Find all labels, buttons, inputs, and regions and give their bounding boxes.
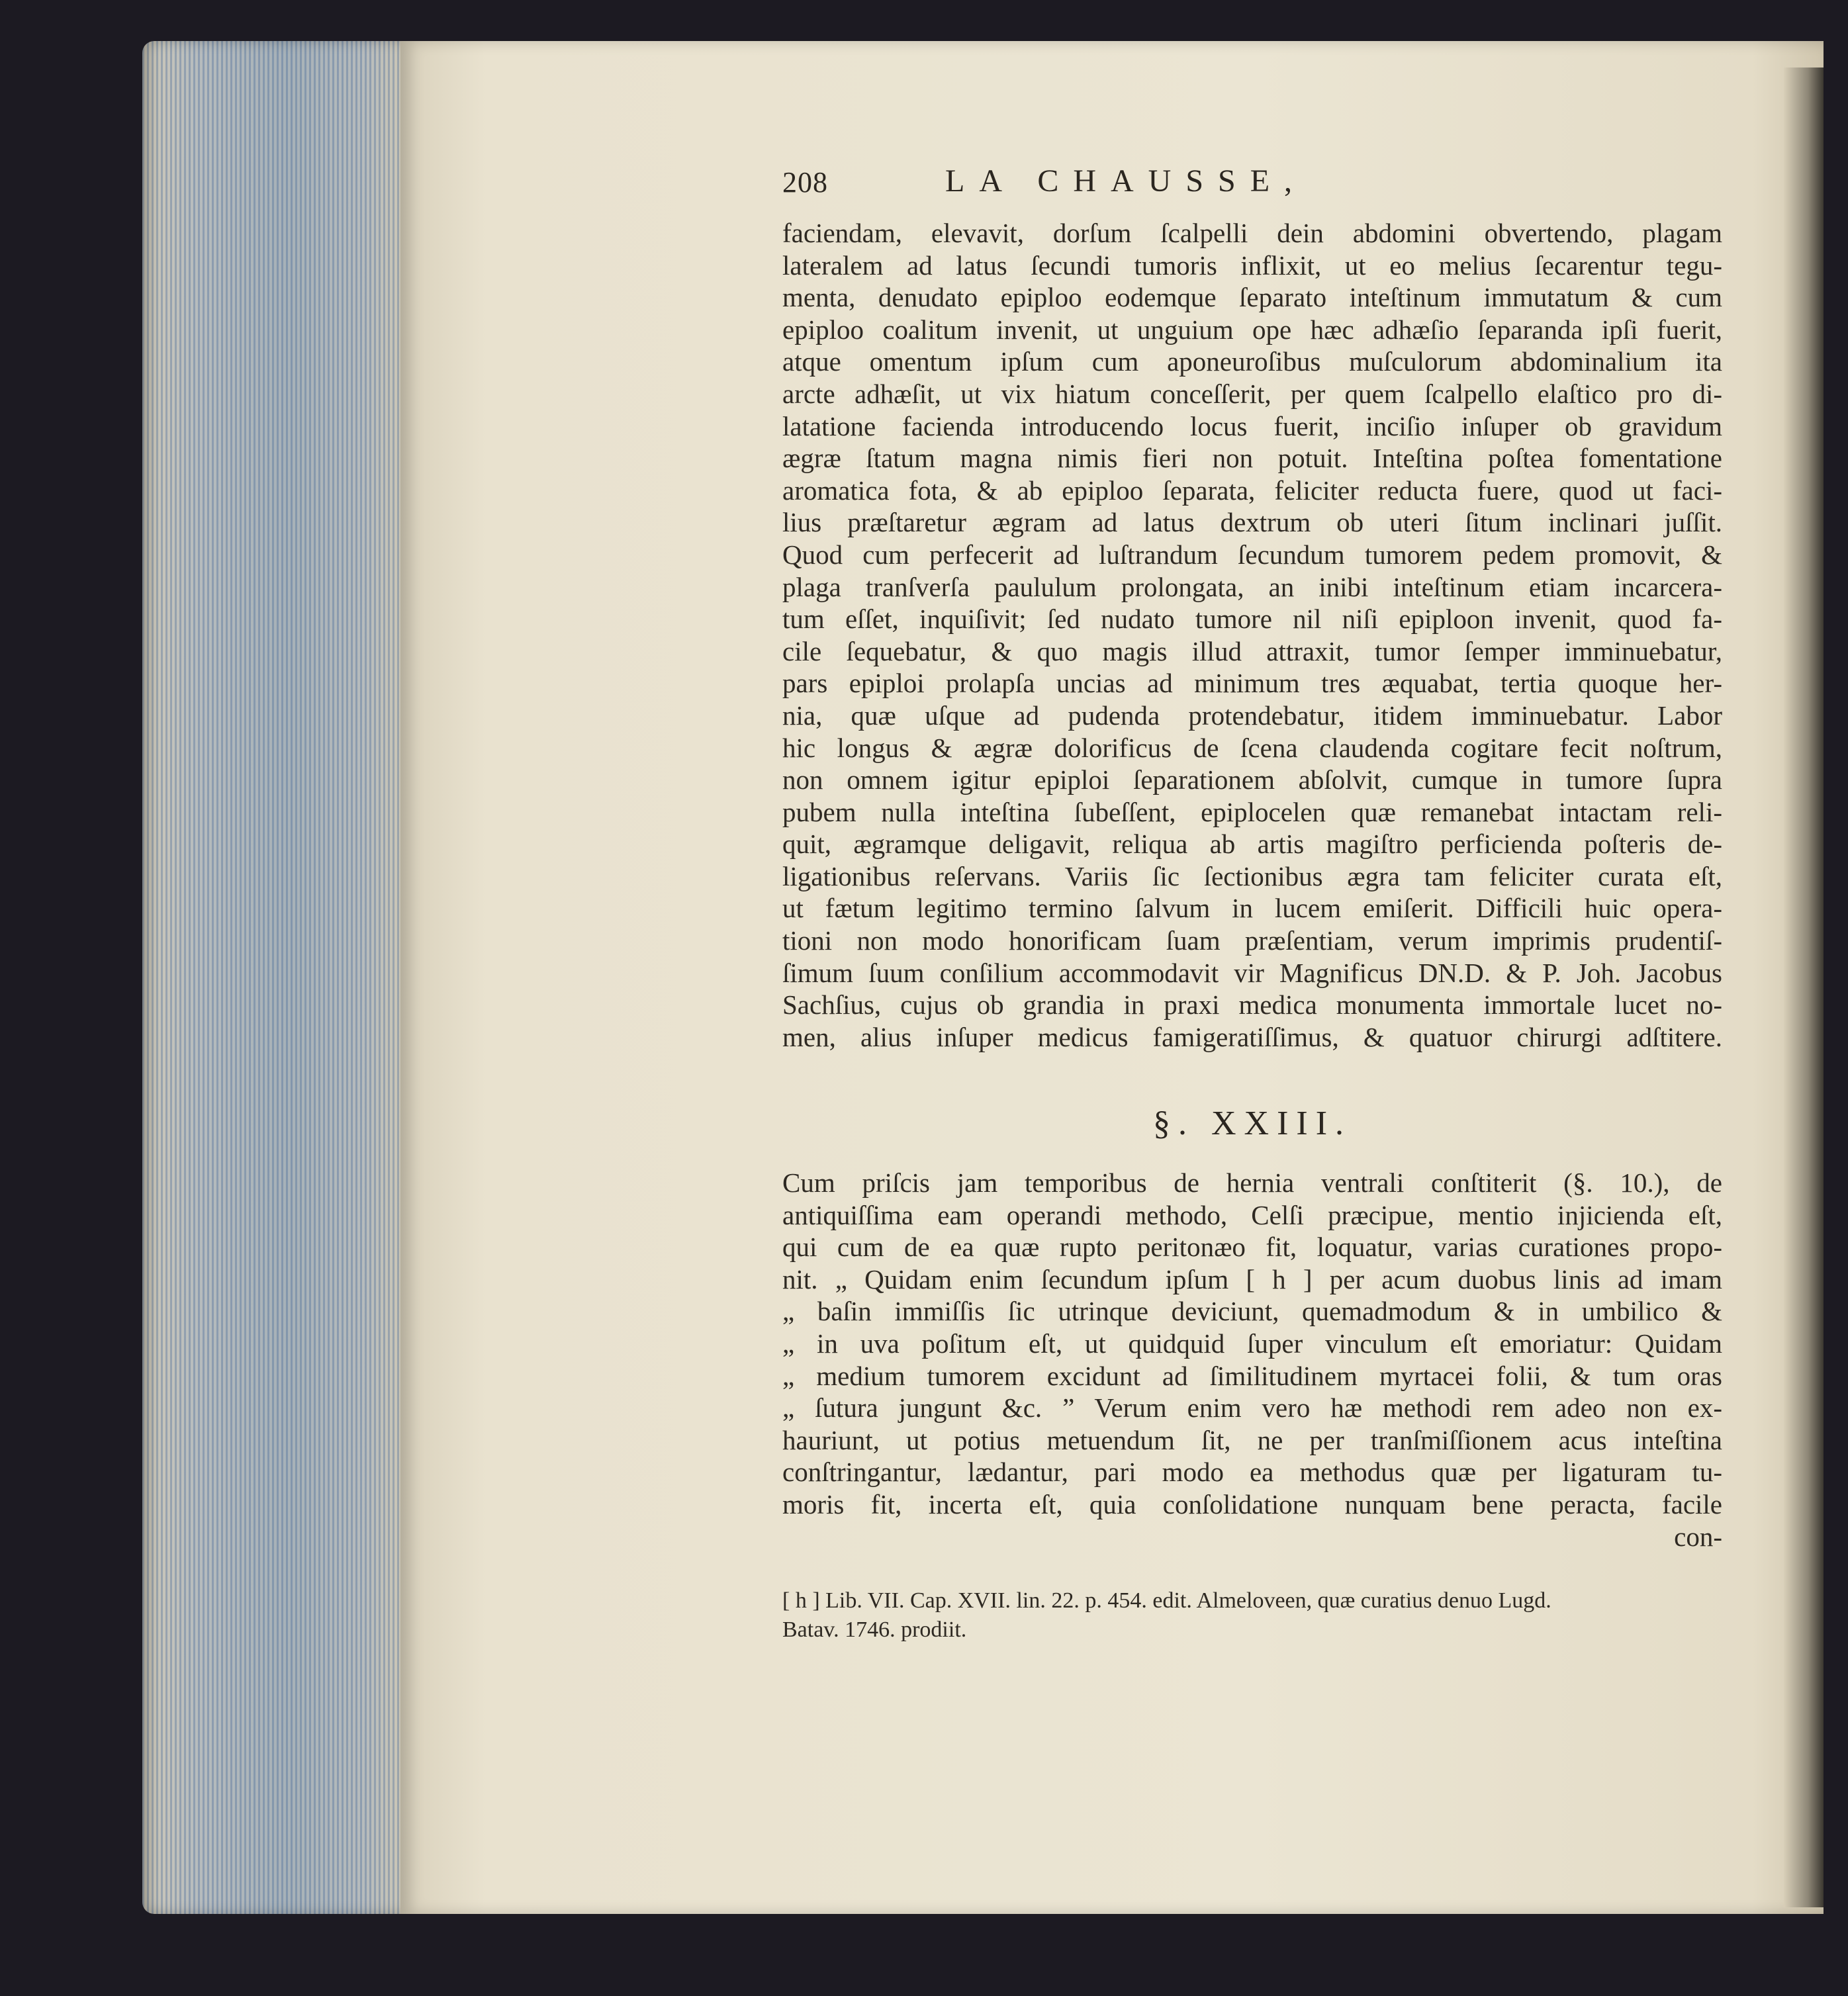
page-gutter	[1784, 68, 1824, 1907]
text-line: „ baſin immiſſis ſic utrinque deviciunt, quemadmodum & in umbilico &	[782, 1296, 1722, 1327]
text-line: pars epiploi prolapſa uncias ad minimum tres æquabat, tertia quoque her-	[782, 668, 1722, 699]
text-line: ligationibus reſervans. Variis ſic ſectionibus ægra tam feliciter curata eſt,	[782, 860, 1722, 891]
text-line: „ medium tumorem excidunt ad ſimilitudinem myrtacei folii, & tum oras	[782, 1360, 1722, 1391]
text-line: lius præſtaretur ægram ad latus dextrum ob uteri ſitum inclinari juſſit.	[782, 507, 1722, 538]
text-line: plaga tranſverſa paululum prolongata, an inibi inteſtinum etiam incarcera-	[782, 571, 1722, 602]
text-line: non omnem igitur epiploi ſeparationem abſolvit, cumque in tumore ſupra	[782, 764, 1722, 795]
text-line: atque omentum ipſum cum aponeuroſibus muſculorum abdominalium ita	[782, 346, 1722, 377]
page-header	[782, 158, 1729, 204]
text-line: Sachſius, cujus ob grandia in praxi medica monumenta immortale lucet no-	[782, 989, 1722, 1021]
paragraph-2	[782, 1167, 1722, 1553]
paragraph-1	[782, 217, 1722, 1053]
text-line: Quod cum perfecerit ad luſtrandum ſecundum tumorem pedem promovit, &	[782, 539, 1722, 570]
text-line: nit. „ Quidam enim ſecundum ipſum [ h ] per acum duobus linis ad imam	[782, 1263, 1722, 1294]
text-line: „ in uva poſitum eſt, ut quidquid ſuper vinculum eſt emoriatur: Quidam	[782, 1328, 1722, 1359]
text-line: latatione facienda introducendo locus fuerit, inciſio inſuper ob gravidum	[782, 410, 1722, 441]
text-line: faciendam, elevavit, dorſum ſcalpelli dein abdomini obvertendo, plagam	[782, 218, 1722, 248]
text-line: antiquiſſima eam operandi methodo, Celſi præcipue, mentio injicienda eſt,	[782, 1199, 1722, 1230]
text-line: Cum priſcis jam temporibus de hernia ventrali conſtiterit (§. 10.), de	[782, 1167, 1722, 1198]
text-line: aromatica fota, & ab epiploo ſeparata, feliciter reducta fuere, quod ut faci-	[782, 475, 1722, 506]
text-line: ut fætum legitimo termino ſalvum in lucem emiſerit. Difficili huic opera-	[782, 893, 1722, 924]
text-line: ſimum ſuum conſilium accommodavit vir Magnificus DN.D. & P. Joh. Jacobus	[782, 957, 1722, 988]
section-heading: §. XXIII.	[1152, 1105, 1352, 1142]
text-line: qui cum de ea quæ rupto peritonæo fit, loquatur, varias curationes propo-	[782, 1232, 1722, 1263]
text-line: pubem nulla inteſtina ſubeſſent, epiplocelen quæ remanebat intactam reli-	[782, 796, 1722, 827]
text-line: hic longus & ægræ dolorificus de ſcena claudenda cogitare fecit noſtrum,	[782, 732, 1722, 763]
text-line: tioni non modo honorificam ſuam præſentiam, verum imprimis prudentiſ-	[782, 925, 1722, 956]
running-head: LA CHAUSSE,	[945, 163, 1307, 199]
text-line: epiploo coalitum invenit, ut unguium ope hæc adhæſio ſeparanda ipſi fuerit,	[782, 314, 1722, 345]
text-line: hauriunt, ut potius metuendum ſit, ne per tranſmiſſionem acus inteſtina	[782, 1424, 1722, 1455]
text-line: menta, denudato epiploo eodemque ſeparato inteſtinum immutatum & cum	[782, 282, 1722, 313]
text-line: tum eſſet, inquiſivit; ſed nudato tumore nil niſi epiploon invenit, quod fa-	[782, 604, 1722, 635]
catchword: con-	[1674, 1521, 1722, 1552]
page-number: 208	[782, 166, 828, 199]
text-line: arcte adhæſit, ut vix hiatum conceſſerit, per quem ſcalpello elaſtico pro di-	[782, 378, 1722, 409]
footnote-line: Batav. 1746. prodiit.	[782, 1617, 967, 1642]
text-line: quit, ægramque deligavit, reliqua ab artis magiſtro perficienda poſteris de-	[782, 829, 1722, 860]
text-line: conſtringantur, lædantur, pari modo ea methodus quæ per ligaturam tu-	[782, 1457, 1722, 1488]
text-line: cile ſequebatur, & quo magis illud attraxit, tumor ſemper imminuebatur,	[782, 635, 1722, 666]
text-line: ægræ ſtatum magna nimis fieri non potuit. Inteſtina poſtea fomentatione	[782, 443, 1722, 474]
text-line: nia, quæ uſque ad pudenda protendebatur, itidem imminuebatur. Labor	[782, 700, 1722, 731]
text-line: lateralem ad latus ſecundi tumoris inflixit, ut eo melius ſecarentur tegu-	[782, 250, 1722, 281]
footnote	[782, 1586, 1722, 1645]
footnote-line: [ h ] Lib. VII. Cap. XVII. lin. 22. p. 454. edit. Almeloveen, quæ curatius denuo Lugd.	[782, 1588, 1551, 1613]
book-fore-edge	[142, 41, 404, 1914]
text-line: moris fit, incerta eſt, quia conſolidatione nunquam bene peracta, facile	[782, 1488, 1722, 1520]
text-line: men, alius inſuper medicus famigeratiſſimus, & quatuor chirurgi adſtitere.	[782, 1021, 1722, 1052]
text-line: „ ſutura jungunt &c. ” Verum enim vero hæ methodi rem adeo non ex-	[782, 1392, 1722, 1424]
